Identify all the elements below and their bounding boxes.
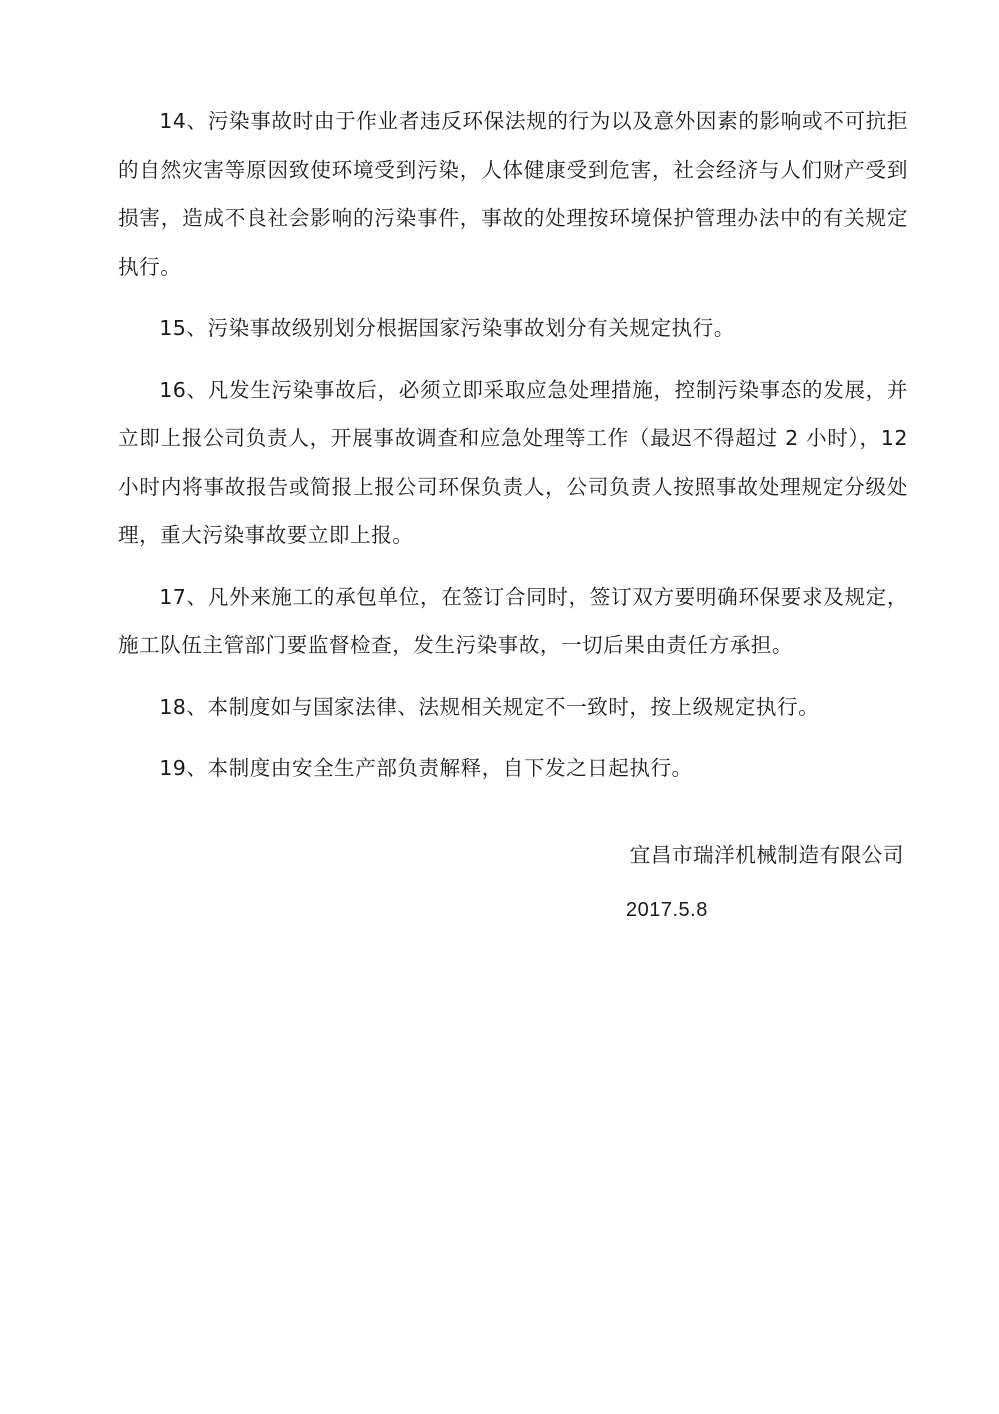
clause-14: 14、污染事故时由于作业者违反环保法规的行为以及意外因素的影响或不可抗拒的自然灾害等原因致使环境受到污染，人体健康受到危害，社会经济与人们财产受到损害，造成不良社会影响的污染事件，事故的处理按环境保护管理办法中的有关规定执行。 (118, 109, 908, 279)
clause-16: 16、凡发生污染事故后，必须立即采取应急处理措施，控制污染事态的发展，并立即上报公司负责人，开展事故调查和应急处理等工作（最迟不得超过 2 小时），12 小时内将事故报告或简报上报公司环保负责人，公司负责人按照事故处理规定分级处理，重大污染事故要立即上报。 (118, 377, 908, 547)
document-body (118, 97, 908, 806)
company-signature: 宜昌市瑞洋机械制造有限公司 (629, 843, 904, 867)
clause-19: 19、本制度由安全生产部负责解释，自下发之日起执行。 (159, 756, 693, 780)
clause-15: 15、污染事故级别划分根据国家污染事故划分有关规定执行。 (159, 316, 735, 340)
clause-17: 17、凡外来施工的承包单位，在签订合同时，签订双方要明确环保要求及规定，施工队伍主管部门要监督检查，发生污染事故，一切后果由责任方承担。 (118, 584, 908, 657)
document-date: 2017.5.8 (626, 899, 708, 921)
clause-18: 18、本制度如与国家法律、法规相关规定不一致时，按上级规定执行。 (159, 694, 820, 719)
